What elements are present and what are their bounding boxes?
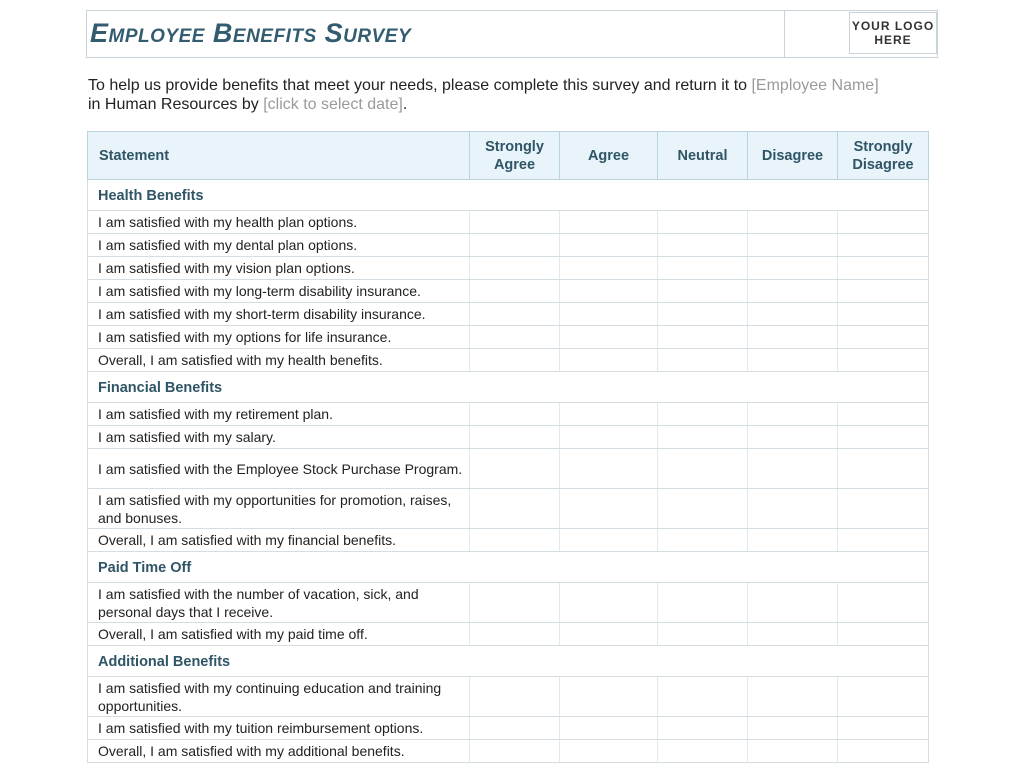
table-row [88, 349, 929, 372]
rating-cell-agree[interactable] [560, 489, 658, 529]
rating-cell-agree[interactable] [560, 234, 658, 257]
rating-cell-agree[interactable] [560, 303, 658, 326]
rating-cell-strongly-disagree[interactable] [838, 303, 929, 326]
rating-cell-disagree[interactable] [748, 489, 838, 529]
statement-cell: I am satisfied with my continuing education and training opportunities. [88, 677, 470, 717]
table-row [88, 623, 929, 646]
statement-cell: I am satisfied with my long-term disability insurance. [88, 280, 470, 303]
statement-cell: I am satisfied with my tuition reimbursement options. [88, 717, 470, 740]
intro-paragraph [88, 76, 948, 114]
rating-cell-agree[interactable] [560, 257, 658, 280]
rating-cell-agree[interactable] [560, 623, 658, 646]
rating-cell-strongly-agree[interactable] [470, 489, 560, 529]
rating-cell-disagree[interactable] [748, 623, 838, 646]
statement-cell: I am satisfied with my options for life insurance. [88, 326, 470, 349]
table-row [88, 403, 929, 426]
rating-cell-disagree[interactable] [748, 677, 838, 717]
rating-cell-strongly-disagree[interactable] [838, 529, 929, 552]
column-header-neutral: Neutral [658, 132, 748, 180]
table-row [88, 257, 929, 280]
intro-text-3: . [402, 96, 408, 113]
rating-cell-disagree[interactable] [748, 529, 838, 552]
rating-cell-agree[interactable] [560, 211, 658, 234]
rating-cell-agree[interactable] [560, 449, 658, 489]
section-title: Additional Benefits [88, 646, 929, 677]
table-row [88, 489, 929, 529]
rating-cell-agree[interactable] [560, 717, 658, 740]
column-header-agree: Agree [560, 132, 658, 180]
statement-cell: I am satisfied with my health plan options. [88, 211, 470, 234]
column-header-strongly-disagree: Strongly Disagree [838, 132, 929, 180]
rating-cell-strongly-agree[interactable] [470, 449, 560, 489]
table-row [88, 449, 929, 489]
statement-cell: I am satisfied with my vision plan options. [88, 257, 470, 280]
rating-cell-strongly-agree[interactable] [470, 403, 560, 426]
section-row [88, 552, 929, 583]
rating-cell-agree[interactable] [560, 740, 658, 763]
rating-cell-disagree[interactable] [748, 280, 838, 303]
table-row [88, 234, 929, 257]
rating-cell-strongly-agree[interactable] [470, 257, 560, 280]
rating-cell-strongly-agree[interactable] [470, 623, 560, 646]
rating-cell-disagree[interactable] [748, 349, 838, 372]
statement-cell: I am satisfied with my opportunities for promotion, raises, and bonuses. [88, 489, 470, 529]
rating-cell-strongly-disagree[interactable] [838, 280, 929, 303]
section-title: Paid Time Off [88, 552, 929, 583]
rating-cell-strongly-disagree[interactable] [838, 257, 929, 280]
rating-cell-strongly-agree[interactable] [470, 349, 560, 372]
table-row [88, 426, 929, 449]
rating-cell-neutral[interactable] [658, 740, 748, 763]
table-row [88, 717, 929, 740]
statement-cell: I am satisfied with my short-term disability insurance. [88, 303, 470, 326]
section-row [88, 646, 929, 677]
rating-cell-neutral[interactable] [658, 677, 748, 717]
rating-cell-strongly-disagree[interactable] [838, 489, 929, 529]
section-row [88, 180, 929, 211]
rating-cell-disagree[interactable] [748, 449, 838, 489]
table-row [88, 211, 929, 234]
rating-cell-agree[interactable] [560, 677, 658, 717]
section-row [88, 372, 929, 403]
rating-cell-disagree[interactable] [748, 303, 838, 326]
rating-cell-neutral[interactable] [658, 234, 748, 257]
rating-cell-disagree[interactable] [748, 211, 838, 234]
table-header-row [88, 132, 929, 180]
statement-cell: I am satisfied with the Employee Stock Purchase Program. [88, 449, 470, 489]
rating-cell-strongly-disagree[interactable] [838, 403, 929, 426]
rating-cell-neutral[interactable] [658, 583, 748, 623]
rating-cell-agree[interactable] [560, 349, 658, 372]
rating-cell-strongly-agree[interactable] [470, 234, 560, 257]
rating-cell-neutral[interactable] [658, 449, 748, 489]
statement-cell: I am satisfied with my dental plan options. [88, 234, 470, 257]
rating-cell-agree[interactable] [560, 280, 658, 303]
column-header-statement: Statement [88, 132, 470, 180]
table-row [88, 583, 929, 623]
statement-cell: Overall, I am satisfied with my paid time off. [88, 623, 470, 646]
column-header-disagree: Disagree [748, 132, 838, 180]
rating-cell-disagree[interactable] [748, 403, 838, 426]
rating-cell-disagree[interactable] [748, 426, 838, 449]
rating-cell-strongly-disagree[interactable] [838, 349, 929, 372]
date-picker-field[interactable]: [click to select date] [263, 96, 403, 113]
rating-cell-agree[interactable] [560, 583, 658, 623]
rating-cell-strongly-agree[interactable] [470, 529, 560, 552]
column-header-strongly-agree: Strongly Agree [470, 132, 560, 180]
rating-cell-strongly-agree[interactable] [470, 211, 560, 234]
rating-cell-strongly-agree[interactable] [470, 303, 560, 326]
logo-placeholder[interactable]: YOUR LOGO HERE [849, 12, 937, 54]
rating-cell-strongly-disagree[interactable] [838, 234, 929, 257]
rating-cell-strongly-agree[interactable] [470, 740, 560, 763]
rating-cell-disagree[interactable] [748, 326, 838, 349]
intro-text-1: To help us provide benefits that meet your needs, please complete this survey and return it to [88, 77, 752, 94]
rating-cell-strongly-disagree[interactable] [838, 211, 929, 234]
rating-cell-strongly-agree[interactable] [470, 326, 560, 349]
rating-cell-neutral[interactable] [658, 211, 748, 234]
table-row [88, 326, 929, 349]
survey-body [88, 180, 929, 763]
statement-cell: I am satisfied with my retirement plan. [88, 403, 470, 426]
rating-cell-disagree[interactable] [748, 257, 838, 280]
section-title: Financial Benefits [88, 372, 929, 403]
page-title: Employee Benefits Survey [90, 18, 412, 48]
statement-cell: Overall, I am satisfied with my financial benefits. [88, 529, 470, 552]
rating-cell-neutral[interactable] [658, 280, 748, 303]
rating-cell-disagree[interactable] [748, 234, 838, 257]
rating-cell-strongly-disagree[interactable] [838, 717, 929, 740]
rating-cell-neutral[interactable] [658, 326, 748, 349]
rating-cell-neutral[interactable] [658, 529, 748, 552]
rating-cell-strongly-agree[interactable] [470, 677, 560, 717]
statement-cell: Overall, I am satisfied with my health benefits. [88, 349, 470, 372]
rating-cell-neutral[interactable] [658, 623, 748, 646]
rating-cell-strongly-agree[interactable] [470, 426, 560, 449]
rating-cell-agree[interactable] [560, 529, 658, 552]
section-title: Health Benefits [88, 180, 929, 211]
rating-cell-strongly-disagree[interactable] [838, 583, 929, 623]
rating-cell-disagree[interactable] [748, 583, 838, 623]
title-bar-divider [784, 10, 785, 58]
rating-cell-neutral[interactable] [658, 489, 748, 529]
rating-cell-strongly-disagree[interactable] [838, 449, 929, 489]
rating-cell-neutral[interactable] [658, 303, 748, 326]
statement-cell: I am satisfied with the number of vacation, sick, and personal days that I receive. [88, 583, 470, 623]
rating-cell-neutral[interactable] [658, 426, 748, 449]
rating-cell-neutral[interactable] [658, 403, 748, 426]
rating-cell-agree[interactable] [560, 426, 658, 449]
rating-cell-strongly-disagree[interactable] [838, 623, 929, 646]
rating-cell-agree[interactable] [560, 403, 658, 426]
rating-cell-agree[interactable] [560, 326, 658, 349]
statement-cell: Overall, I am satisfied with my additional benefits. [88, 740, 470, 763]
rating-cell-strongly-agree[interactable] [470, 280, 560, 303]
rating-cell-disagree[interactable] [748, 740, 838, 763]
rating-cell-strongly-disagree[interactable] [838, 677, 929, 717]
employee-name-field[interactable]: [Employee Name] [751, 77, 879, 94]
table-row [88, 529, 929, 552]
rating-cell-strongly-disagree[interactable] [838, 326, 929, 349]
table-row [88, 303, 929, 326]
rating-cell-disagree[interactable] [748, 717, 838, 740]
survey-table [87, 131, 929, 763]
rating-cell-strongly-agree[interactable] [470, 717, 560, 740]
table-row [88, 677, 929, 717]
rating-cell-strongly-disagree[interactable] [838, 426, 929, 449]
statement-cell: I am satisfied with my salary. [88, 426, 470, 449]
rating-cell-neutral[interactable] [658, 257, 748, 280]
rating-cell-strongly-disagree[interactable] [838, 740, 929, 763]
rating-cell-strongly-agree[interactable] [470, 583, 560, 623]
table-row [88, 740, 929, 763]
rating-cell-neutral[interactable] [658, 717, 748, 740]
rating-cell-neutral[interactable] [658, 349, 748, 372]
intro-text-2: in Human Resources by [88, 96, 264, 113]
table-row [88, 280, 929, 303]
